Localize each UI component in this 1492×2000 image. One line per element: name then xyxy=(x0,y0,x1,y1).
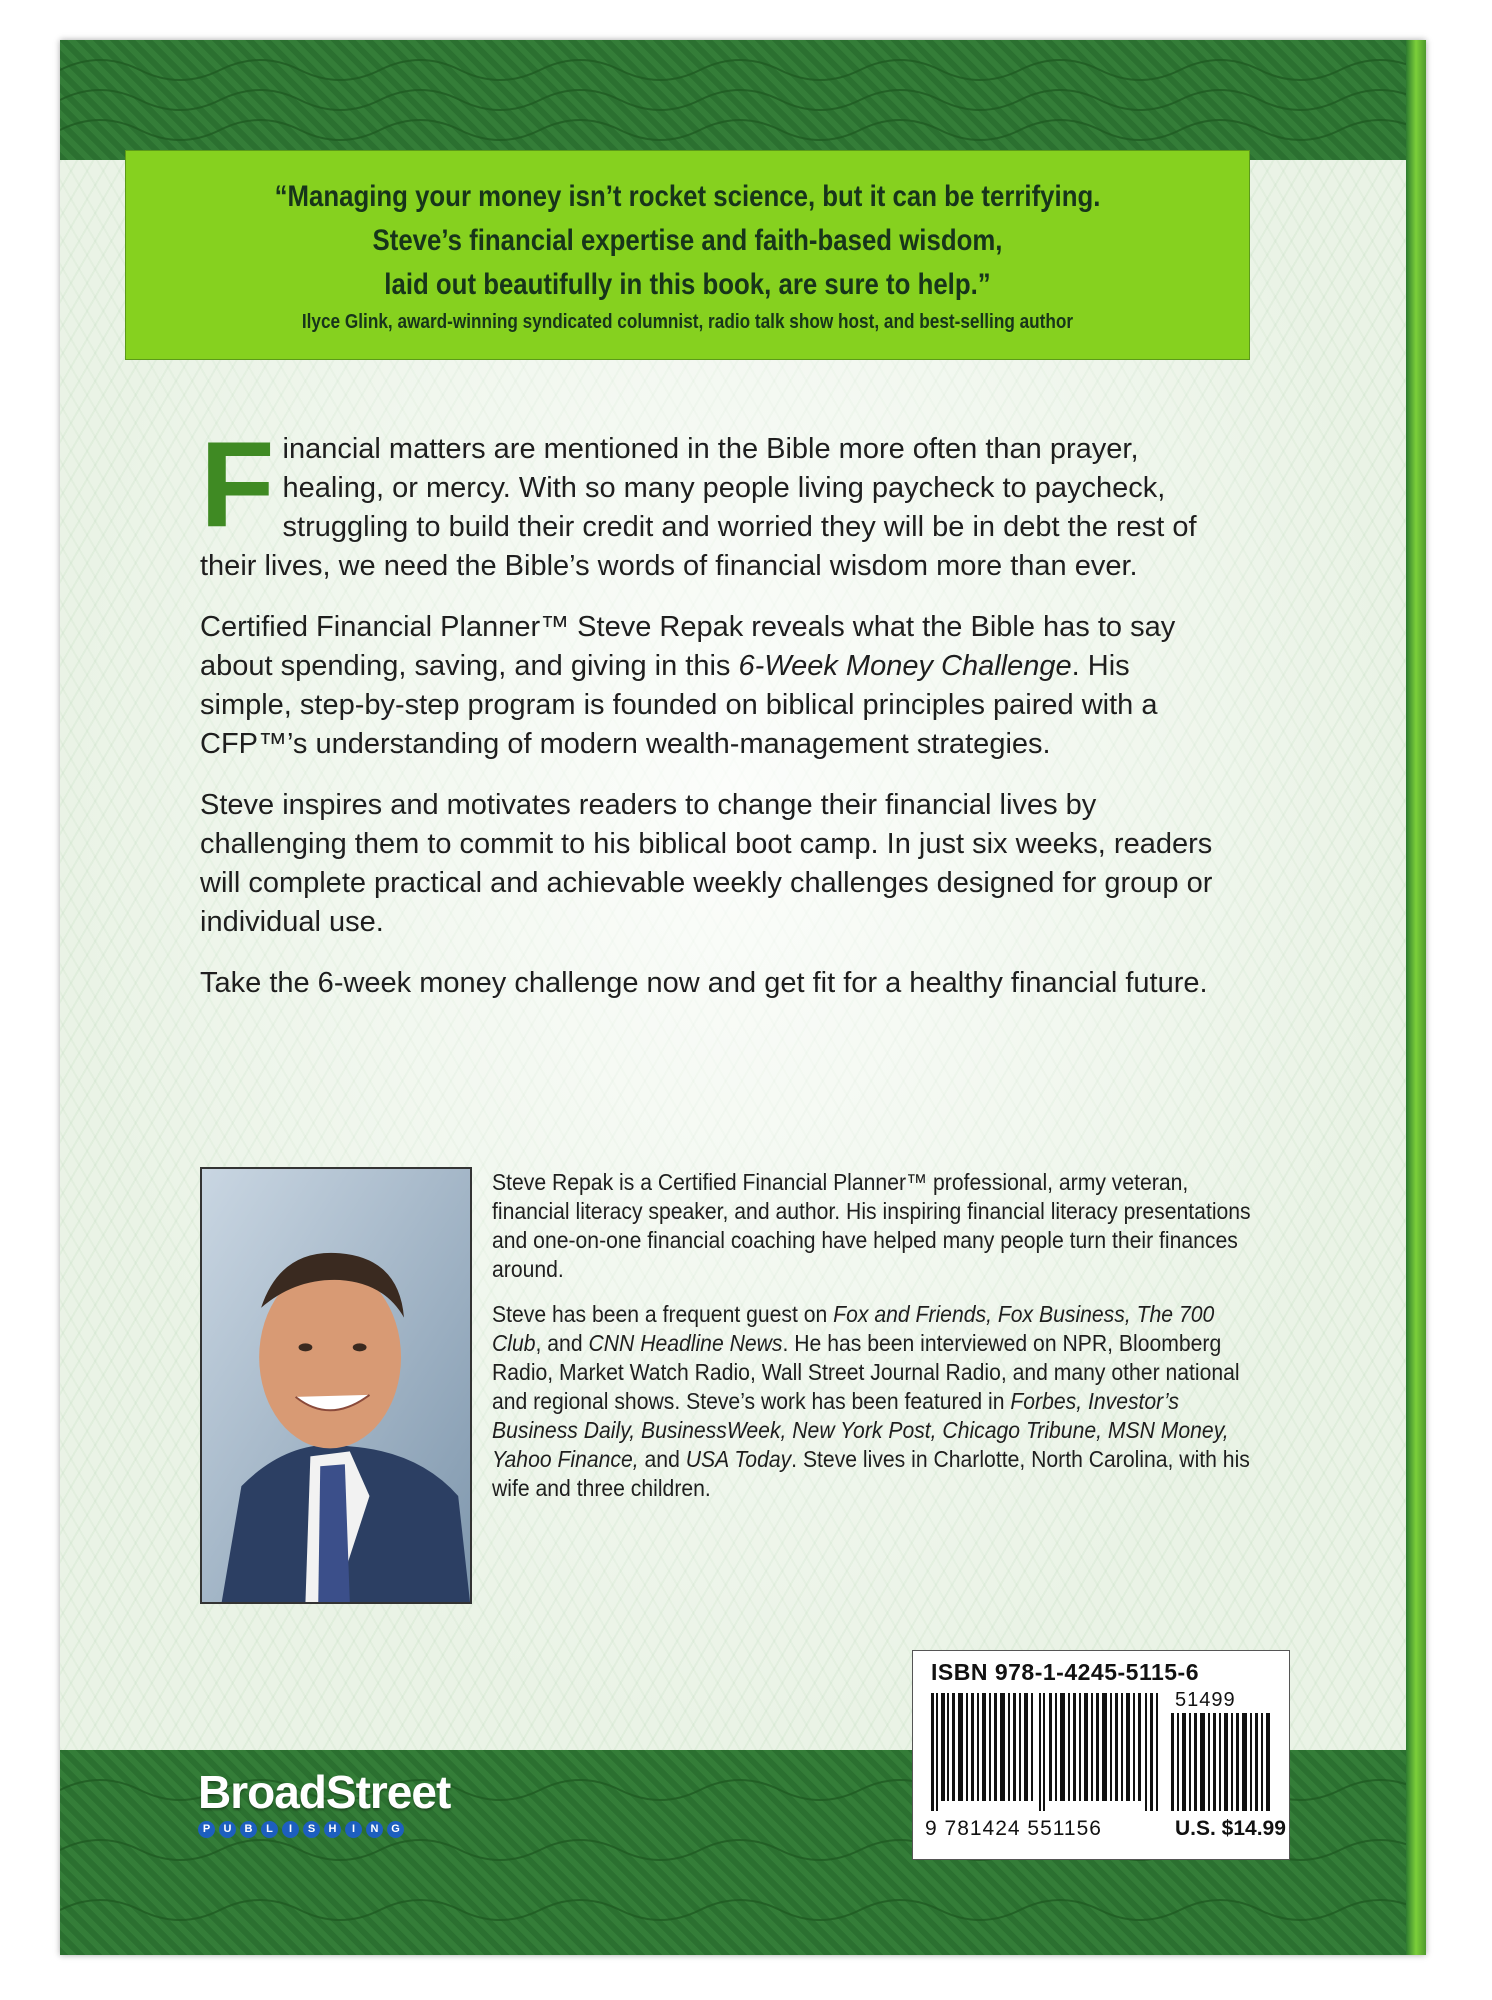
description-paragraph-1: Financial matters are mentioned in the Bible more often than prayer, healing, or mercy. With so many people living paycheck to paycheck, struggling to build their credit and worried they will be in debt the rest of their lives, we need the Bible’s words of financial wisdom more than ever. xyxy=(200,416,1197,582)
price-label: U.S. $14.99 xyxy=(1175,1817,1286,1840)
barcode-icon xyxy=(931,1693,1161,1811)
drop-cap: F xyxy=(200,416,275,552)
publisher-letter: H xyxy=(324,1821,341,1838)
barcode-digits: 9 781424 551156 xyxy=(925,1817,1102,1840)
bio-paragraph-2: Steve has been a frequent guest on Fox and Friends, Fox Business, The 700 Club, and CNN Headline News. He has been interviewed on NPR, Bloomberg Radio, Market Watch Radio, Wall Street Journal Radio, and many other national and regional shows. Steve’s work has been featured in Forbes, Investor’s Business Daily, BusinessWeek, New York Post, Chicago Tribune, MSN Money, Yahoo Finance, and USA Today. Steve lives in Charlotte, North Carolina, with his wife and three children. xyxy=(492,1301,1250,1501)
book-title-inline: 6-Week Money Challenge xyxy=(738,650,1072,682)
publisher-letter: P xyxy=(198,1821,215,1838)
author-photo xyxy=(200,1167,472,1604)
endorsement-quote-box xyxy=(125,150,1250,360)
publisher-letter: L xyxy=(261,1821,278,1838)
publisher-letter: U xyxy=(219,1821,236,1838)
top-pattern-band xyxy=(60,40,1406,160)
spine-edge xyxy=(1406,40,1426,1955)
author-bio xyxy=(492,1168,1262,1519)
description-paragraph-4: Take the 6-week money challenge now and get fit for a healthy financial future. xyxy=(200,967,1208,999)
addon-barcode-icon xyxy=(1171,1713,1273,1811)
publisher-subtitle xyxy=(198,1821,450,1838)
bio-paragraph-1: Steve Repak is a Certified Financial Planner™ professional, army veteran, financial literacy speaker, and author. His inspiring financial literacy presentations and one-on-one financial coaching have helped many people turn their finances around. xyxy=(492,1169,1251,1282)
publisher-letter: I xyxy=(282,1821,299,1838)
publisher-letter: B xyxy=(240,1821,257,1838)
barcode-label xyxy=(912,1650,1290,1860)
publisher-name: BroadStreet xyxy=(198,1766,451,1818)
endorsement-attribution: Ilyce Glink, award-winning syndicated columnist, radio talk show host, and best-selling author xyxy=(301,311,1074,333)
description-paragraph-2: Certified Financial Planner™ Steve Repak reveals what the Bible has to say about spending, saving, and giving in this 6-Week Money Challenge. His simple, step-by-step program is founded on biblical principles paired with a CFP™’s understanding of modern wealth-management strategies. xyxy=(200,611,1176,760)
publisher-letter: S xyxy=(303,1821,320,1838)
publisher-letter: I xyxy=(345,1821,362,1838)
endorsement-quote: “Managing your money isn’t rocket science, but it can be terrifying. Steve’s financial expertise and faith-based wisdom, laid out beautifully in this book, are sure to help.” xyxy=(274,180,1101,301)
addon-code: 51499 xyxy=(1175,1689,1236,1711)
description-paragraph-3: Steve inspires and motivates readers to change their financial lives by challenging them to commit to his biblical boot camp. In just six weeks, readers will complete practical and achievable weekly challenges designed for group or individual use. xyxy=(200,789,1213,938)
book-description xyxy=(200,416,1220,1025)
isbn-text: ISBN 978-1-4245-5115-6 xyxy=(931,1659,1199,1685)
publisher-letter: G xyxy=(387,1821,404,1838)
publisher-logo xyxy=(198,1765,450,1838)
publisher-letter: N xyxy=(366,1821,383,1838)
